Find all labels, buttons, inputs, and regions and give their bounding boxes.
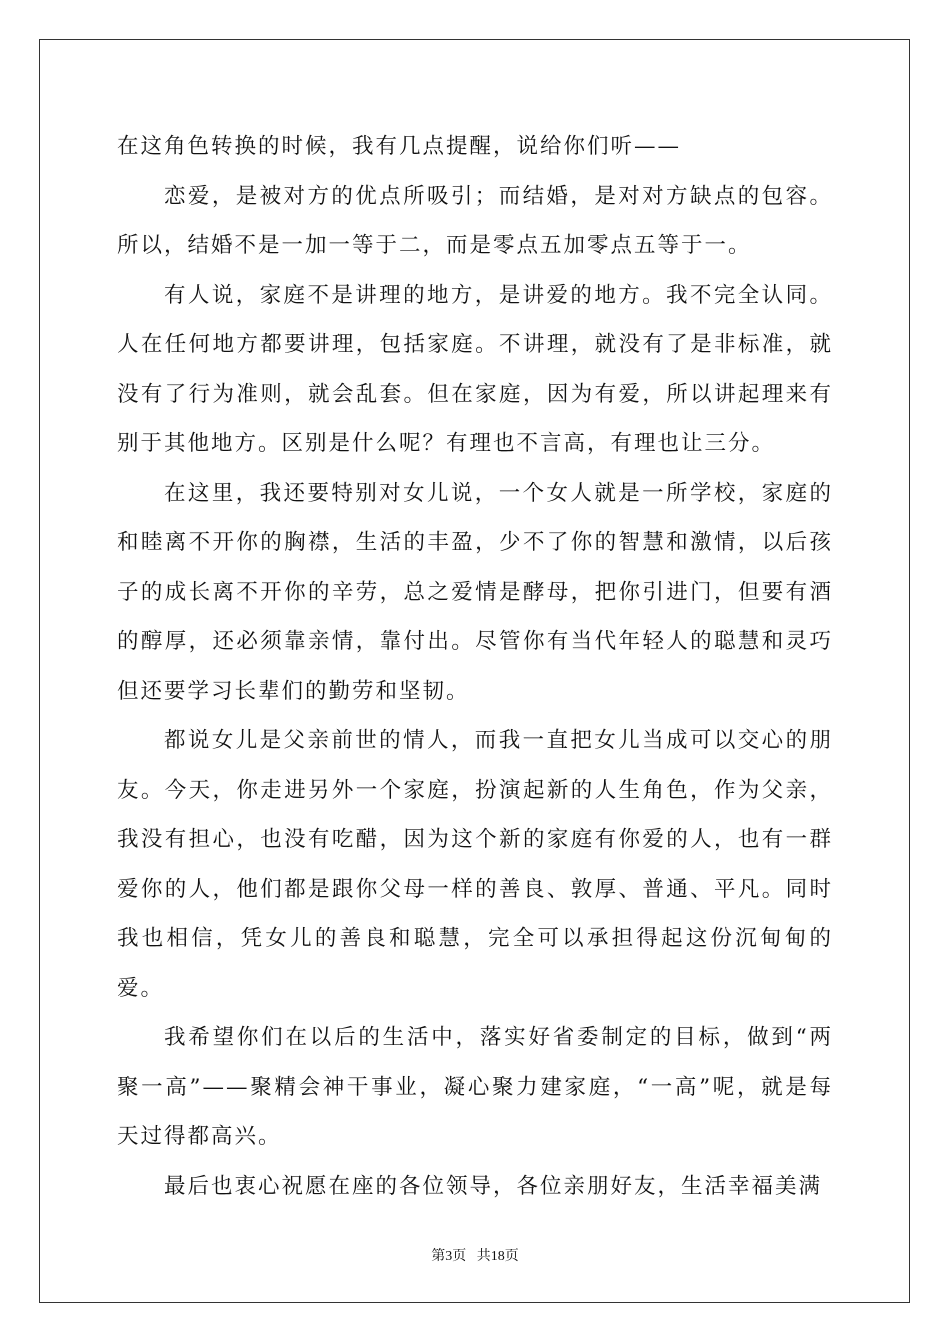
page-number: 第3页 xyxy=(431,1249,467,1264)
paragraph-4: 在这里，我还要特别对女儿说，一个女人就是一所学校，家庭的和睦离不开你的胸襟，生活的丰盈，少不了你的智慧和激情，以后孩子的成长离不开你的辛劳，总之爱情是酵母，把你引进门，但要有酒的醇厚，还必须靠亲情，靠付出。尽管你有当代年轻人的聪慧和灵巧但还要学习长辈们的勤劳和坚韧。 xyxy=(117,480,833,704)
paragraph-1: 在这角色转换的时候，我有几点提醒，说给你们听—— xyxy=(117,134,682,159)
document-body xyxy=(117,122,833,1211)
footer-spacer xyxy=(466,1249,477,1264)
paragraph-6: 我希望你们在以后的生活中，落实好省委制定的目标，做到“两聚一高”——聚精会神干事业，凝心聚力建家庭，“一高”呢，就是每天过得都高兴。 xyxy=(117,1025,833,1149)
page-total: 共18页 xyxy=(476,1249,519,1264)
paragraph-2: 恋爱，是被对方的优点所吸引；而结婚，是对对方缺点的包容。所以，结婚不是一加一等于二，而是零点五加零点五等于一。 xyxy=(117,183,833,258)
paragraph-5: 都说女儿是父亲前世的情人，而我一直把女儿当成可以交心的朋友。今天，你走进另外一个家庭，扮演起新的人生角色，作为父亲，我没有担心，也没有吃醋，因为这个新的家庭有你爱的人，也有一群爱你的人，他们都是跟你父母一样的善良、敦厚、普通、平凡。同时我也相信，凭女儿的善良和聪慧，完全可以承担得起这份沉甸甸的爱。 xyxy=(117,728,833,1001)
paragraph-3: 有人说，家庭不是讲理的地方，是讲爱的地方。我不完全认同。人在任何地方都要讲理，包括家庭。不讲理，就没有了是非标准，就没有了行为准则，就会乱套。但在家庭，因为有爱，所以讲起理来有别于其他地方。区别是什么呢？有理也不言高，有理也让三分。 xyxy=(117,282,833,456)
paragraph-7: 最后也衷心祝愿在座的各位领导，各位亲朋好友，生活幸福美满 xyxy=(164,1173,823,1199)
page-footer xyxy=(0,1245,950,1265)
